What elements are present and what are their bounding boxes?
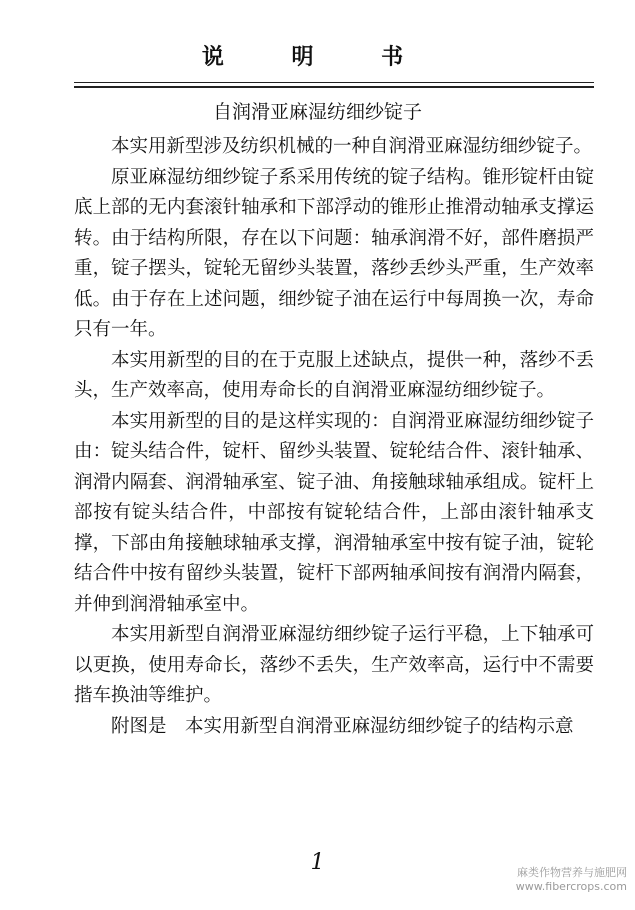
paragraph-2: 原亚麻湿纺细纱锭子系采用传统的锭子结构。锥形锭杆由锭底上部的无内套滚针轴承和下部浮动的锥形止推滑动轴承支撑运转。由于结构所限，存在以下问题：轴承润滑不好，部件磨损严重，锭子摆头，锭轮无留纱头装置，落纱丢纱头严重，生产效率低。由于存在上述问题，细纱锭子油在运行中每周换一次，寿命只有一年。 [74, 166, 594, 340]
watermark [516, 866, 627, 894]
page-number: 1 [310, 850, 325, 875]
watermark-line-1: 麻类作物营养与施肥网 [517, 866, 627, 879]
document-title: 自润滑亚麻湿纺细纱锭子 [212, 101, 422, 123]
paragraph-1: 本实用新型涉及纺织机械的一种自润滑亚麻湿纺细纱锭子。 [111, 136, 593, 157]
paragraph-6: 附图是 本实用新型自润滑亚麻湿纺细纱锭子的结构示意 [111, 715, 574, 737]
document-body [74, 132, 594, 742]
paragraph-5: 本实用新型自润滑亚麻湿纺细纱锭子运行平稳，上下轴承可以更换，使用寿命长，落纱不丢失，生产效率高，运行中不需要揩车换油等维护。 [74, 624, 594, 706]
header-rule-thin [74, 82, 594, 83]
header-rule-thick [74, 86, 594, 88]
page-header-title: 说 明 书 [201, 44, 434, 70]
paragraph-4: 本实用新型的目的是这样实现的：自润滑亚麻湿纺细纱锭子由：锭头结合件，锭杆、留纱头装置、锭轮结合件、滚针轴承、润滑内隔套、润滑轴承室、锭子油、角接触球轴承组成。锭杆上部按有锭头结合件，中部按有锭轮结合件，上部由滚针轴承支撑，下部由角接触球轴承支撑，润滑轴承室中按有锭子油，锭轮结合件中按有留纱头装置，锭杆下部两轴承间按有润滑内隔套，并伸到润滑轴承室中。 [74, 410, 594, 615]
watermark-line-2: www.fibercrops.com [515, 880, 627, 893]
paragraph-3: 本实用新型的目的在于克服上述缺点，提供一种，落纱不丢头，生产效率高，使用寿命长的自润滑亚麻湿纺细纱锭子。 [74, 349, 594, 401]
